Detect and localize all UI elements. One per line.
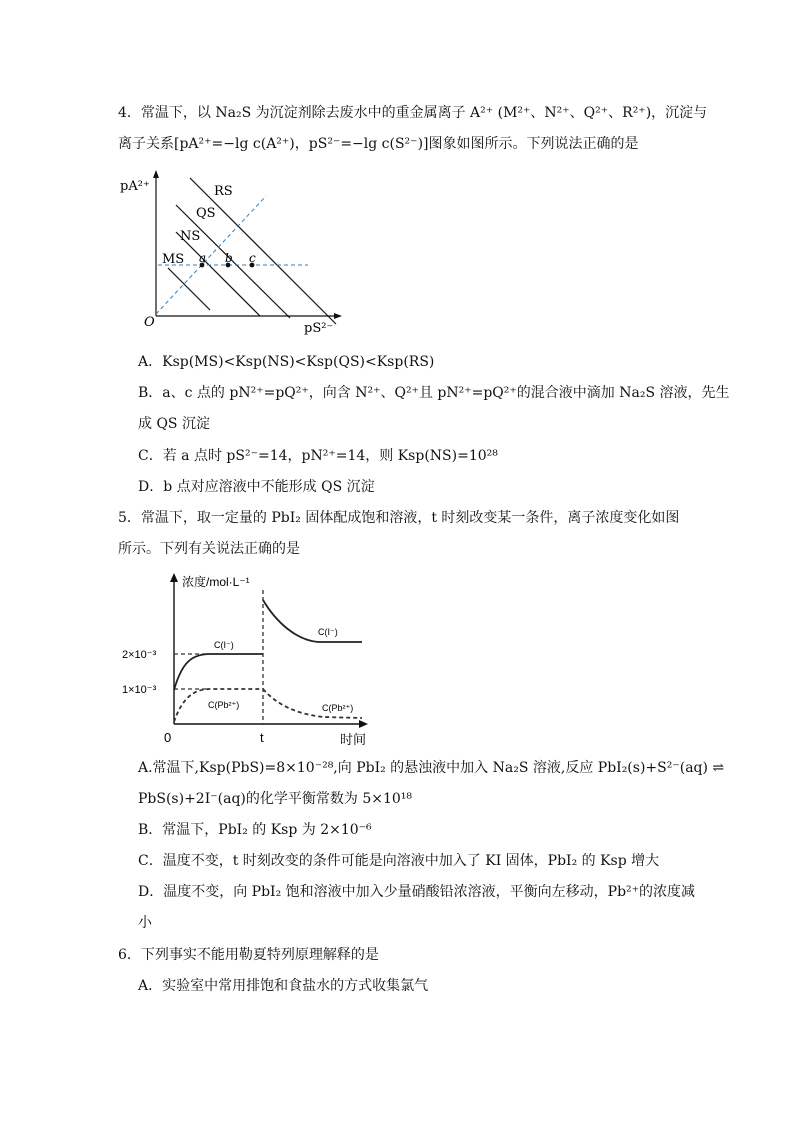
q5-label-pb-after: C(Pb²⁺) bbox=[322, 703, 354, 713]
q5-option-b: B．常温下，PbI₂ 的 Ksp 为 2×10⁻⁶ bbox=[138, 822, 372, 838]
q4-line-ms bbox=[168, 268, 210, 310]
q4-stem-line1: 4．常温下，以 Na₂S 为沉淀剂除去废水中的重金属离子 A²⁺ (M²⁺、N²⁺、Q²⁺、R²⁺)，沉淀与 bbox=[118, 105, 708, 121]
q5-stem-line1: 5．常温下，取一定量的 PbI₂ 固体配成饱和溶液，t 时刻改变某一条件，离子浓度变化如图 bbox=[118, 510, 680, 526]
q5-label-i-before: C(I⁻) bbox=[214, 640, 234, 650]
q4-label-b: b bbox=[225, 251, 233, 265]
q5-x-axis-arrow bbox=[359, 720, 368, 728]
q5-option-a-line1: A.常温下,Ksp(PbS)=8×10⁻²⁸,向 PbI₂ 的悬浊液中加入 Na₂S 溶液,反应 PbI₂(s)+S²⁻(aq) ⇌ bbox=[138, 760, 725, 776]
q5-option-a-line2: PbS(s)+2I⁻(aq)的化学平衡常数为 5×10¹⁸ bbox=[138, 791, 412, 807]
q5-option-c: C．温度不变，t 时刻改变的条件可能是向溶液中加入了 KI 固体，PbI₂ 的 Ksp 增大 bbox=[138, 853, 660, 869]
q4-x-axis-arrow bbox=[334, 313, 342, 319]
q4-option-c: C．若 a 点时 pS²⁻=14，pN²⁺=14，则 Ksp(NS)=10²⁸ bbox=[138, 448, 498, 464]
q4-label-ns: NS bbox=[180, 229, 201, 244]
q4-x-axis-label: pS²⁻ bbox=[304, 321, 334, 336]
q4-graph bbox=[118, 168, 348, 338]
q4-label-qs: QS bbox=[196, 206, 216, 221]
q5-x-axis-label: 时间 bbox=[340, 732, 367, 747]
q6-stem: 6．下列事实不能用勒夏特列原理解释的是 bbox=[118, 947, 379, 963]
q5-option-d-line1: D．温度不变，向 PbI₂ 饱和溶液中加入少量硝酸铅浓溶液，平衡向左移动，Pb²⁺的浓度减 bbox=[138, 884, 696, 900]
q5-option-d-line2: 小 bbox=[138, 915, 152, 931]
q4-option-d: D．b 点对应溶液中不能形成 QS 沉淀 bbox=[138, 479, 375, 495]
q5-y-tick-high: 2×10⁻³ bbox=[122, 649, 157, 661]
q4-option-a: A．Ksp(MS)<Ksp(NS)<Ksp(QS)<Ksp(RS) bbox=[138, 354, 435, 370]
q4-label-c: c bbox=[249, 251, 256, 265]
q5-stem-line2: 所示。下列有关说法正确的是 bbox=[118, 541, 300, 557]
q4-option-b-line2: 成 QS 沉淀 bbox=[138, 416, 210, 432]
q4-line-ns bbox=[176, 232, 260, 316]
q5-curve-i-after bbox=[263, 600, 362, 642]
q5-y-axis-arrow bbox=[170, 573, 178, 582]
q5-y-tick-low: 1×10⁻³ bbox=[122, 684, 157, 696]
q4-option-b-line1: B．a、c 点的 pN²⁺=pQ²⁺，向含 N²⁺、Q²⁺且 pN²⁺=pQ²⁺的混合液中滴加 Na₂S 溶液，先生 bbox=[138, 385, 730, 401]
q5-graph bbox=[118, 572, 378, 754]
q4-y-axis-label: pA²⁺ bbox=[120, 179, 150, 194]
q5-label-pb-before: C(Pb²⁺) bbox=[208, 700, 240, 710]
q5-origin-label: 0 bbox=[164, 730, 172, 745]
q4-y-axis-arrow bbox=[153, 170, 159, 178]
q4-label-a: a bbox=[199, 251, 207, 265]
q5-label-i-after: C(I⁻) bbox=[318, 627, 338, 637]
q5-y-axis-label: 浓度/mol·L⁻¹ bbox=[182, 575, 250, 589]
q5-t-label: t bbox=[260, 730, 264, 745]
q4-origin-label: O bbox=[144, 315, 155, 330]
q4-label-rs: RS bbox=[214, 184, 233, 199]
q6-option-a: A．实验室中常用排饱和食盐水的方式收集氯气 bbox=[138, 978, 429, 994]
q4-label-ms: MS bbox=[162, 252, 185, 267]
q4-stem-line2: 离子关系[pA²⁺=−lg c(A²⁺)，pS²⁻=−lg c(S²⁻)]图象如图所示。下列说法正确的是 bbox=[118, 136, 639, 152]
q5-curve-i-before bbox=[174, 654, 263, 690]
